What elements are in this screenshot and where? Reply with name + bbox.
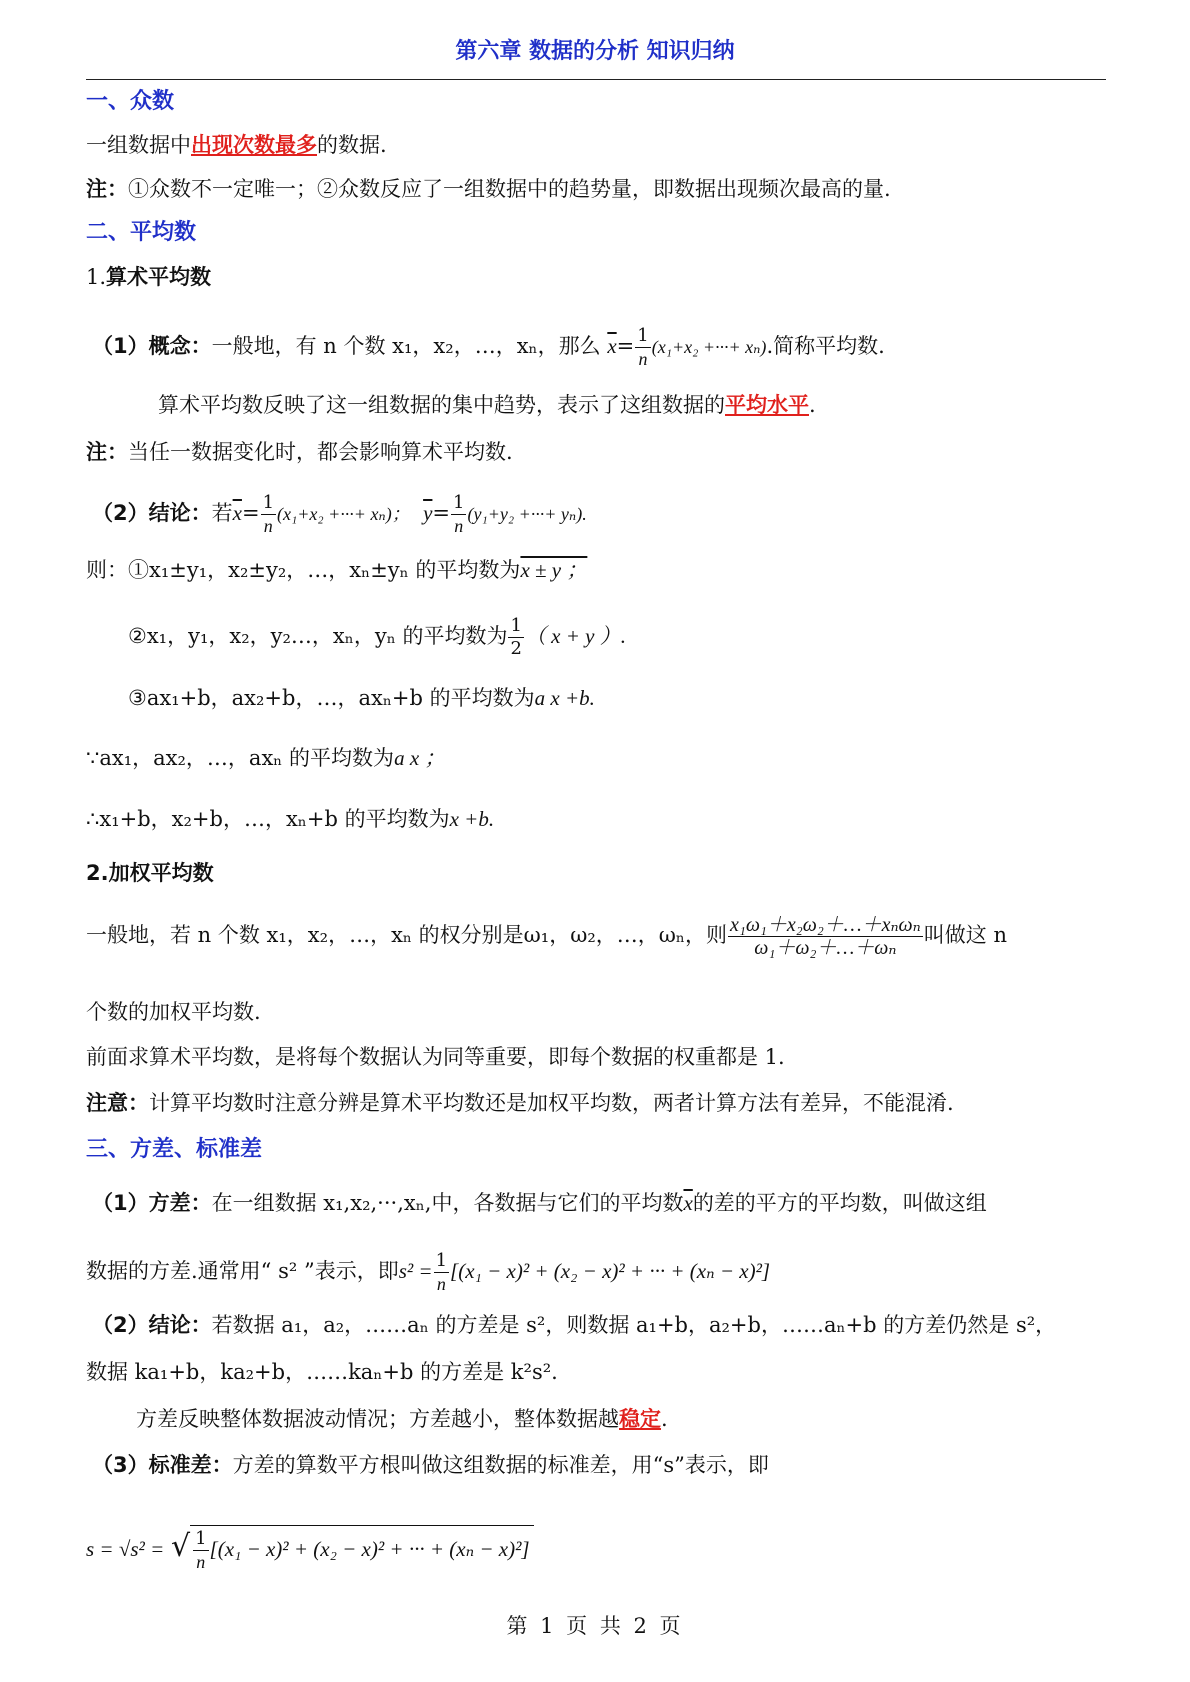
therefore-line: ∴x₁+b，x₂+b，…，xₙ+b 的平均数为x +b. bbox=[86, 807, 495, 831]
mean-note: 注：当任一数据变化时，都会影响算术平均数. bbox=[86, 440, 513, 464]
subheading-arithmetic-mean: 1.算术平均数 bbox=[86, 265, 212, 289]
subheading-weighted-mean: 2.加权平均数 bbox=[86, 861, 214, 885]
section-heading-mode: 一、众数 bbox=[86, 89, 175, 114]
attention-note: 注意：计算平均数时注意分辨是算术平均数还是加权平均数，两者计算方法有差异，不能混淆. bbox=[86, 1091, 954, 1115]
std-definition: （3）标准差：方差的算数平方根叫做这组数据的标准差，用“s”表示，即 bbox=[92, 1453, 769, 1477]
std-formula: s = √s² = √ $\frac{1}{n}$ [(x₁ − x)² + (x₂ − x)² + ··· + (xₙ − x)²] bbox=[86, 1525, 534, 1573]
variance-conclusion-2: 数据 ka₁+b，ka₂+b，……kaₙ+b 的方差是 k²s². bbox=[86, 1360, 558, 1384]
page-footer: 第 1 页 共 2 页 bbox=[506, 1614, 684, 1638]
section-heading-mean: 二、平均数 bbox=[86, 220, 197, 245]
weighted-mean-definition: 一般地，若 n 个数 x₁，x₂，…，xₙ 的权分别是ω₁，ω₂，…，ωₙ，则 $\frac{\text{x₁ω₁＋x₂ω₂＋…＋xₙωₙ}}{\text{ω₁＋ω₂＋…＋ωₙ}}$ 叫做这 n bbox=[86, 914, 1007, 959]
average-level-sentence: 算术平均数反映了这一组数据的集中趋势，表示了这组数据的平均水平. bbox=[158, 393, 816, 417]
mean-conclusion: （2）结论：若$\overline{x}=$ $\frac{1}{n}$ (x₁+x₂ +···+ xₙ)； $\overline{y}=$ $\frac{1}{n}$ (y₁+y₂ +···+ yₙ). bbox=[92, 492, 587, 536]
title-divider bbox=[86, 79, 1106, 80]
section-heading-variance: 三、方差、标准差 bbox=[86, 1137, 263, 1162]
conclusion-item-2: ②x₁，y₁，x₂，y₂…，xₙ，yₙ 的平均数为 $\frac{1}{2}$ （ x + y ）. bbox=[128, 615, 626, 659]
conclusion-item-3: ③ax₁+b，ax₂+b，…，axₙ+b 的平均数为a x +b. bbox=[128, 686, 595, 710]
mode-note: 注：①众数不一定唯一；②众数反应了一组数据中的趋势量，即数据出现频次最高的量. bbox=[86, 177, 891, 201]
arithmetic-mean-concept: （1）概念：一般地，有 n 个数 x₁，x₂，…，xₙ，那么 $\overline{x}=$ $\frac{1}{n}$ (x₁+x₂ +···+ xₙ).简称平均数. bbox=[92, 325, 885, 369]
mode-definition: 一组数据中出现次数最多的数据. bbox=[86, 133, 387, 157]
page-title: 第六章 数据的分析 知识归纳 bbox=[455, 39, 735, 64]
because-line: ∵ax₁，ax₂，…，axₙ 的平均数为a x ； bbox=[86, 746, 446, 770]
variance-conclusion-1: （2）结论：若数据 a₁，a₂，……aₙ 的方差是 s²，则数据 a₁+b，a₂+b，……aₙ+b 的方差仍然是 s²， bbox=[92, 1313, 1057, 1337]
weighted-mean-line3: 前面求算术平均数，是将每个数据认为同等重要，即每个数据的权重都是 1. bbox=[86, 1045, 785, 1069]
variance-formula-line: 数据的方差.通常用“ s² ”表示，即s² = $\frac{1}{n}$ [(x₁ − x)² + (x₂ − x)² + ··· + (xₙ − x)²] bbox=[86, 1250, 771, 1294]
weighted-mean-line2: 个数的加权平均数. bbox=[86, 1000, 261, 1024]
variance-definition: （1）方差：在一组数据 x₁,x₂,···,xₙ,中，各数据与它们的平均数$\overline{x}$的差的平方的平均数，叫做这组 bbox=[92, 1191, 987, 1215]
stability-sentence: 方差反映整体数据波动情况；方差越小，整体数据越稳定. bbox=[136, 1407, 668, 1431]
weighted-mean-fraction: $\frac{\text{x₁ω₁＋x₂ω₂＋…＋xₙωₙ}}{\text{ω₁＋ω₂＋…＋ωₙ}}$ bbox=[729, 914, 921, 959]
fraction-one-over-n: $\frac{1}{n}$ bbox=[637, 325, 649, 369]
conclusion-item-1: 则：①x₁±y₁，x₂±y₂，…，xₙ±yₙ 的平均数为x ± y ； bbox=[86, 558, 588, 582]
